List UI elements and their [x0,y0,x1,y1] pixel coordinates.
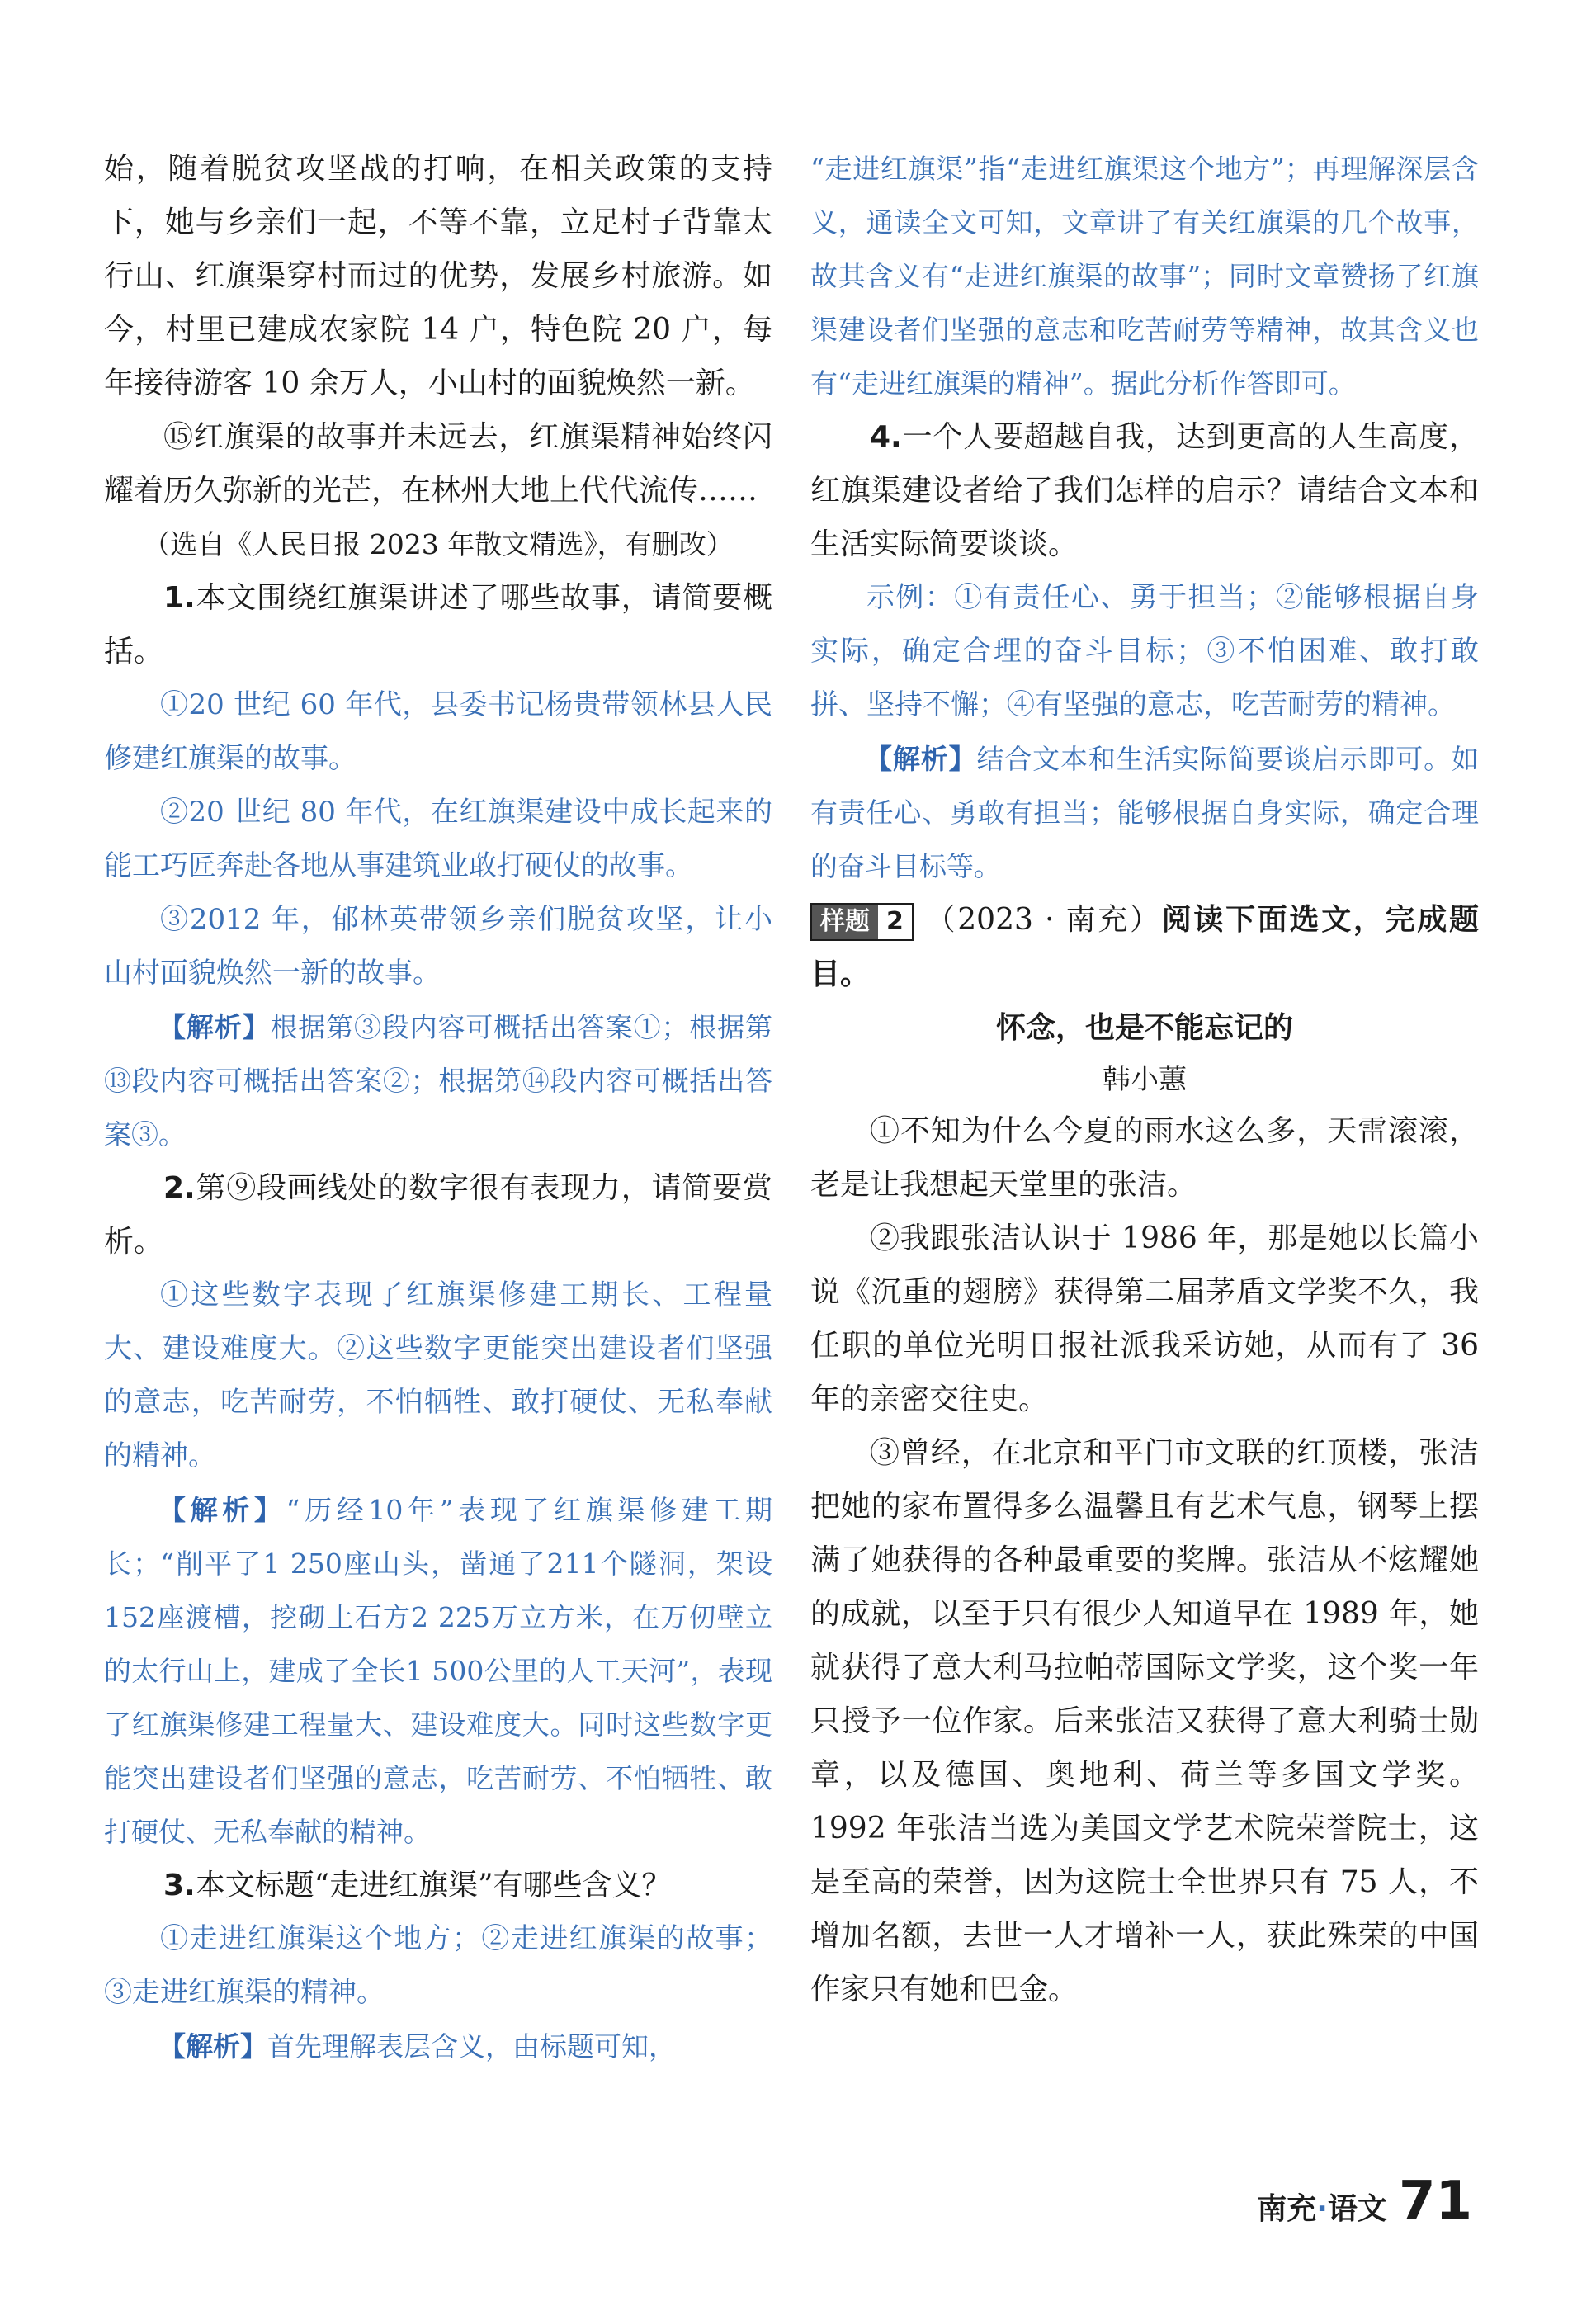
question-1-number: 1. [163,581,196,615]
sample-question-instruction: 阅读下面选文，完成题目。 [810,903,1479,991]
passage-source: （选自《人民日报 2023 年散文精选》，有删改） [143,528,734,560]
analysis-2 [104,1483,772,1859]
analysis-2-text: “历经10年”表现了红旗渠修建工期长；“削平了1 250座山头，凿通了211个隧洞，架设152座渡槽，挖砌土石方2 225万立方米，在万仞壁立的太行山上，建成了全长1 500公里的人工天河”，表现了红旗渠修建工程量大、建设难度大。同时这些数字更能突出建设者们坚强的意志，吃苦耐劳、不怕牺牲、敢打硬仗、无私奉献的精神。 [104,1494,773,1848]
analysis-1-tag: 【解析】 [158,1011,271,1043]
sample-question-badge [810,903,914,941]
analysis-4-text: 结合文本和生活实际简要谈启示即可。如有责任心、勇敢有担当；能够根据自身实际，确定合理的奋斗目标等。 [810,743,1480,882]
answer-3: ①走进红旗渠这个地方；②走进红旗渠的故事；③走进红旗渠的精神。 [104,1922,772,2009]
question-4-text: 一个人要超越自我，达到更高的人生高度，红旗渠建设者给了我们怎样的启示？请结合文本和生活实际简要谈谈。 [810,420,1479,561]
footer-label [1257,2186,1387,2228]
analysis-3-text: 首先理解表层含义，由标题可知， [267,2030,676,2063]
question-1 [104,571,772,678]
passage-paragraph-continued: 始，随着脱贫攻坚战的打响，在相关政策的支持下，她与乡亲们一起，不等不靠，立足村子背靠太行山、红旗渠穿村而过的优势，发展乡村旅游。如今，村里已建成农家院 14 户，特色院 20 户，每年接待游客 10 余万人，小山村的面貌焕然一新。 [104,152,772,400]
analysis-3-tag: 【解析】 [158,2030,267,2063]
question-2 [104,1161,772,1269]
answer-1-item-3: ③2012 年，郁林英带领乡亲们脱贫攻坚，让小山村面貌焕然一新的故事。 [104,903,772,990]
essay-paragraph-1: ①不知为什么今夏的雨水这么多，天雷滚滚，老是让我想起天堂里的张洁。 [810,1114,1479,1202]
question-1-text: 本文围绕红旗渠讲述了哪些故事，请简要概括。 [104,581,772,669]
passage-paragraph-15: ⑮红旗渠的故事并未远去，红旗渠精神始终闪耀着历久弥新的光芒，在林州大地上代代流传…… [104,420,772,508]
question-3-number: 3. [163,1869,196,1902]
question-3 [104,1859,772,1912]
question-3-text: 本文标题“走进红旗渠”有哪些含义？ [195,1869,672,1902]
analysis-4-tag: 【解析】 [865,743,977,775]
left-column [104,142,772,2073]
answer-4: 示例：①有责任心、勇于担当；②能够根据自身实际，确定合理的奋斗目标；③不怕困难、敢打敢拼、坚持不懈；④有坚强的意志，吃苦耐劳的精神。 [810,581,1479,721]
page-footer [1257,2171,1472,2232]
essay-title: 怀念，也是不能忘记的 [995,1011,1293,1045]
analysis-1 [104,1000,772,1161]
analysis-4 [810,732,1479,893]
analysis-1-text: 根据第③段内容可概括出答案①；根据第⑬段内容可概括出答案②；根据第⑭段内容可概括出答案③。 [104,1011,773,1151]
sample-question-heading [810,893,1479,1002]
essay-paragraph-3: ③曾经，在北京和平门市文联的红顶楼，张洁把她的家布置得多么温馨且有艺术气息，钢琴上摆满了她获得的各种最重要的奖牌。张洁从不炫耀她的成就，以至于只有很少人知道早在 1989 年，她就获得了意大利马拉帕蒂国际文学奖，这个奖一年只授予一位作家。后来张洁又获得了意大利骑士勋章，以及德国、奥地利、荷兰等多国文学奖。1992 年张洁当选为美国文学艺术院荣誉院士，这是至高的荣誉，因为这院士全世界只有 75 人，不增加名额，去世一人才增补一人，获此殊荣的中国作家只有她和巴金。 [810,1436,1479,2006]
analysis-3-continued: “走进红旗渠”指“走进红旗渠这个地方”；再理解深层含义，通读全文可知，文章讲了有关红旗渠的几个故事，故其含义有“走进红旗渠的故事”；同时文章赞扬了红旗渠建设者们坚强的意志和吃苦耐劳等精神，故其含义也有“走进红旗渠的精神”。据此分析作答即可。 [810,153,1479,399]
footer-region: 南充 [1257,2192,1317,2226]
essay-author: 韩小蕙 [1103,1063,1187,1096]
question-2-number: 2. [163,1171,196,1205]
answer-1-item-1: ①20 世纪 60 年代，县委书记杨贵带领林县人民修建红旗渠的故事。 [104,688,772,775]
sample-question-source: （2023 · 南充） [923,903,1162,937]
answer-1-item-2: ②20 世纪 80 年代，在红旗渠建设中成长起来的能工巧匠奔赴各地从事建筑业敢打硬仗的故事。 [104,796,772,882]
page-number: 71 [1398,2171,1472,2232]
question-4-number: 4. [870,420,902,454]
question-4 [810,410,1479,571]
right-column [810,142,1479,2016]
footer-subject: 语文 [1327,2192,1387,2226]
answer-2: ①这些数字表现了红旗渠修建工期长、工程量大、建设难度大。②这些数字更能突出建设者们坚强的意志，吃苦耐劳，不怕牺牲、敢打硬仗、无私奉献的精神。 [104,1278,772,1472]
essay-paragraph-2: ②我跟张洁认识于 1986 年，那是她以长篇小说《沉重的翅膀》获得第二届茅盾文学奖不久，我任职的单位光明日报社派我采访她，从而有了 36 年的亲密交往史。 [810,1222,1479,1416]
analysis-3 [104,2020,772,2073]
question-2-text: 第⑨段画线处的数字很有表现力，请简要赏析。 [104,1171,772,1259]
sample-question-number: 2 [878,905,912,939]
footer-dot: · [1316,2192,1328,2226]
sample-question-label: 样题 [812,905,878,939]
analysis-2-tag: 【解析】 [158,1494,286,1526]
